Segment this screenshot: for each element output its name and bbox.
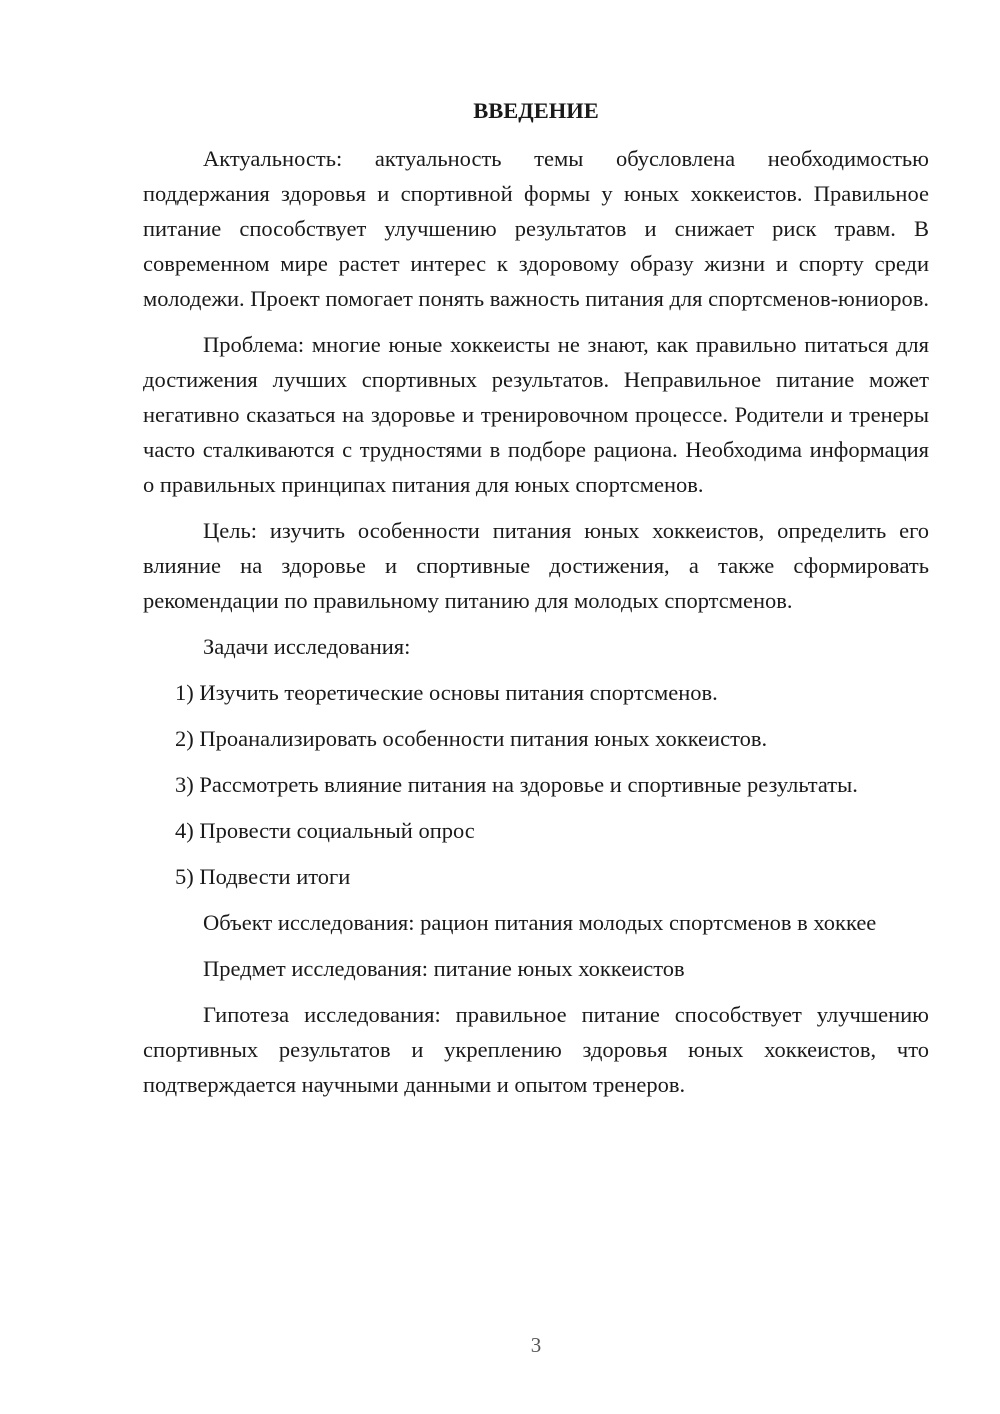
subject-paragraph: Предмет исследования: питание юных хоккеистов	[203, 956, 685, 981]
section-title: ВВЕДЕНИЕ	[473, 98, 599, 123]
task-item-2: 2) Проанализировать особенности питания юных хоккеистов.	[175, 726, 768, 751]
object-paragraph: Объект исследования: рацион питания молодых спортсменов в хоккее	[203, 910, 877, 935]
problem-paragraph: Проблема: многие юные хоккеисты не знают, как правильно питаться для достижения лучших спортивных результатов. Неправильное питание может негативно сказаться на здоровье и тренировочном процессе. Родители и тренеры часто сталкиваются с трудностями в подборе рациона. Необходима информация о правильных принципах питания для юных спортсменов.	[143, 332, 929, 497]
hypothesis-paragraph: Гипотеза исследования: правильное питание способствует улучшению спортивных результатов и укреплению здоровья юных хоккеистов, что подтверждается научными данными и опытом тренеров.	[143, 1002, 929, 1097]
document-page	[143, 96, 929, 1113]
task-item-1: 1) Изучить теоретические основы питания спортсменов.	[175, 680, 718, 705]
tasks-heading: Задачи исследования:	[203, 634, 411, 659]
page-number: 3	[530, 1333, 542, 1357]
task-item-4: 4) Провести социальный опрос	[175, 818, 475, 843]
goal-paragraph: Цель: изучить особенности питания юных хоккеистов, определить его влияние на здоровье и спортивные достижения, а также сформировать рекомендации по правильному питанию для молодых спортсменов.	[143, 518, 929, 613]
relevance-paragraph: Актуальность: актуальность темы обусловлена необходимостью поддержания здоровья и спортивной формы у юных хоккеистов. Правильное питание способствует улучшению результатов и снижает риск травм. В современном мире растет интерес к здоровому образу жизни и спорту среди молодежи. Проект помогает понять важность питания для спортсменов-юниоров.	[143, 146, 929, 311]
task-item-3: 3) Рассмотреть влияние питания на здоровье и спортивные результаты.	[175, 772, 858, 797]
task-item-5: 5) Подвести итоги	[175, 864, 351, 889]
